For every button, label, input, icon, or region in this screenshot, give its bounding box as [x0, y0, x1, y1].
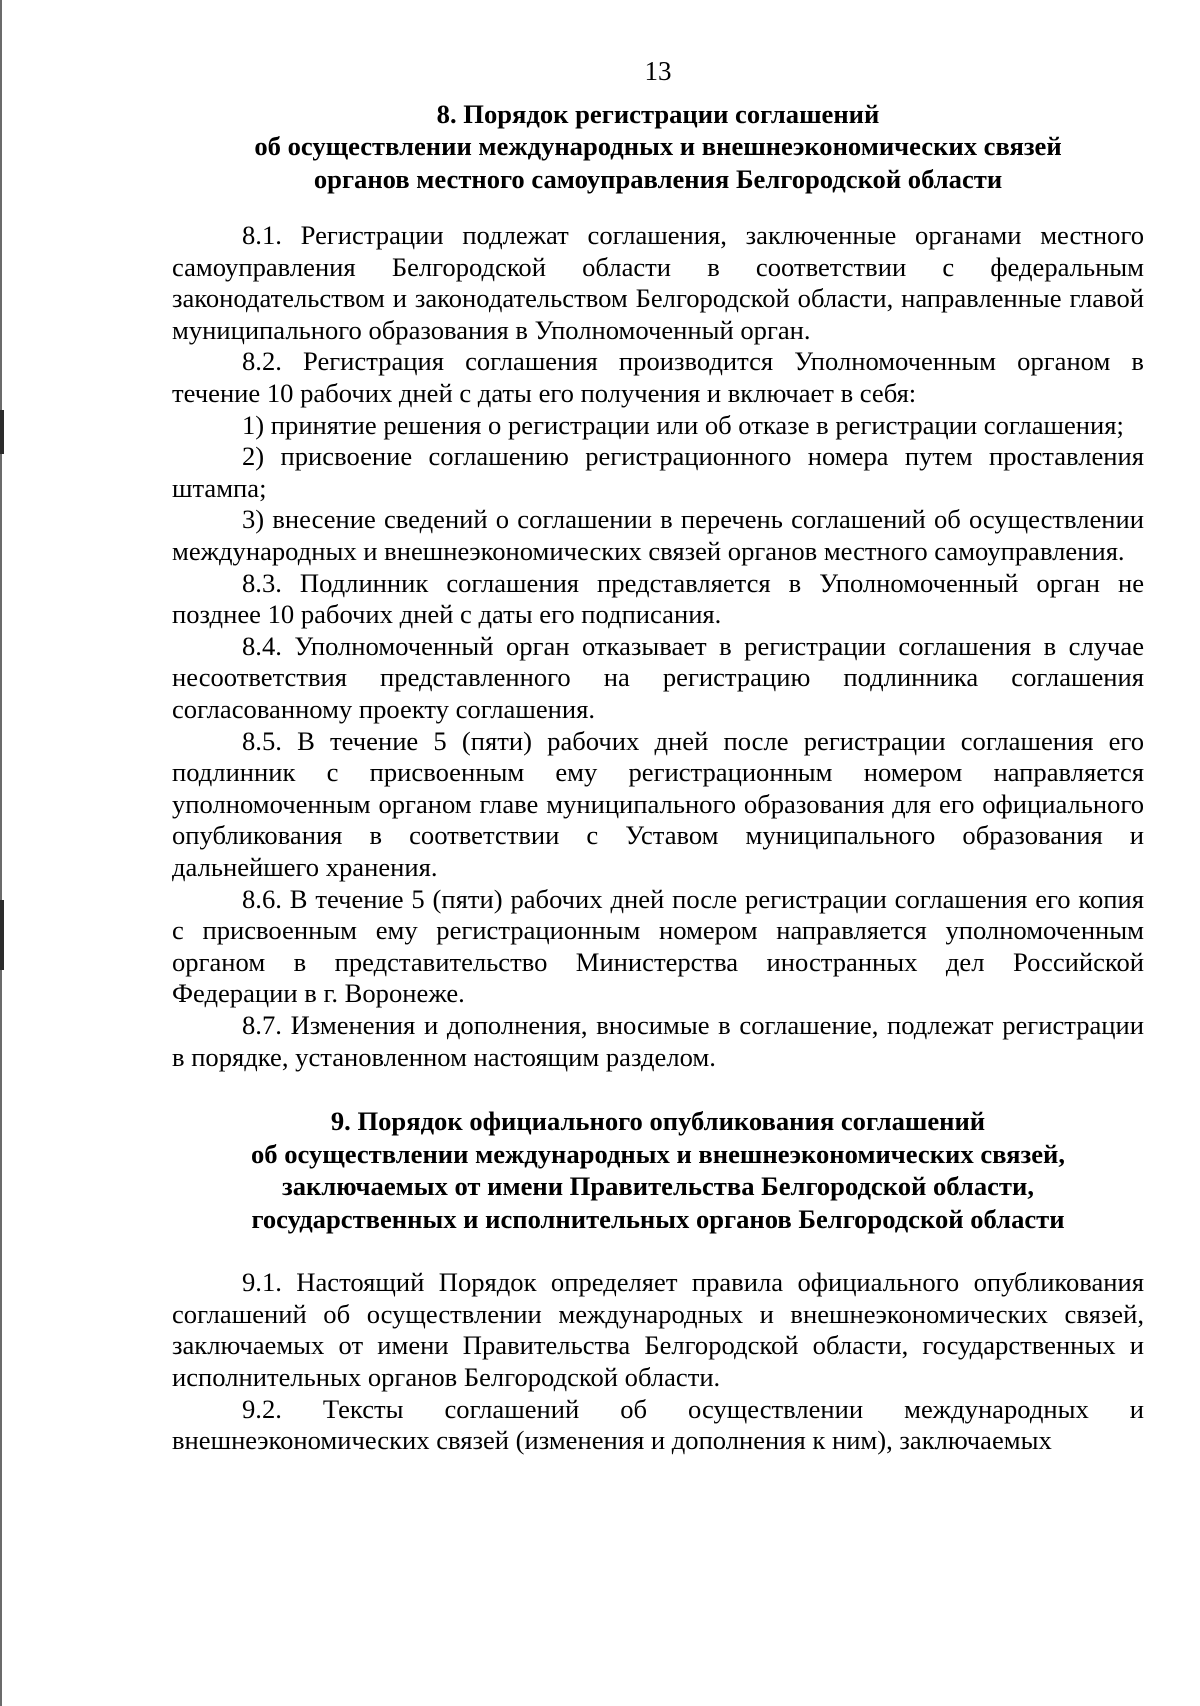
heading-line: 8. Порядок регистрации соглашений	[436, 98, 880, 129]
list-item-8-2-3: 3) внесение сведений о соглашении в перечень соглашений об осуществлении международных и внешнеэкономических связей органов местного самоуправления.	[172, 504, 1144, 567]
document-page	[172, 56, 1144, 1457]
page-number: 13	[644, 56, 672, 86]
section-9-heading	[172, 1105, 1144, 1235]
paragraph-9-1: 9.1. Настоящий Порядок определяет правила официального опубликования соглашений об осуществлении международных и внешнеэкономических связей, заключаемых от имени Правительства Белгородской области, государственных и исполнительных органов Белгородской области.	[172, 1267, 1144, 1392]
paragraph-8-5: 8.5. В течение 5 (пяти) рабочих дней после регистрации соглашения его подлинник с присвоенным ему регистрационным номером направляется уполномоченным органом главе муниципального образования для его официального опубликования в соответствии с Уставом муниципального образования и дальнейшего хранения.	[172, 725, 1144, 882]
section-9-body	[172, 1267, 1144, 1457]
paragraph-8-4: 8.4. Уполномоченный орган отказывает в регистрации соглашения в случае несоответствия представленного на регистрацию подлинника соглашения согласованному проекту соглашения.	[172, 630, 1144, 724]
paragraph-9-2: 9.2. Тексты соглашений об осуществлении международных и внешнеэкономических связей (изменения и дополнения к ним), заключаемых	[172, 1393, 1144, 1456]
scan-left-edge	[0, 0, 2, 1706]
paragraph-8-3: 8.3. Подлинник соглашения представляется в Уполномоченный орган не позднее 10 рабочих дней с даты его подписания.	[172, 567, 1144, 630]
scan-edge-mark	[0, 900, 4, 970]
section-8-body	[172, 220, 1144, 1073]
heading-line: заключаемых от имени Правительства Белгородской области,	[282, 1171, 1034, 1202]
heading-line: государственных и исполнительных органов Белгородской области	[251, 1203, 1065, 1234]
paragraph-8-1: 8.1. Регистрации подлежат соглашения, заключенные органами местного самоуправления Белгородской области в соответствии с федеральным законодательством и законодательством Белгородской области, направленные главой муниципального образования в Уполномоченный орган.	[172, 220, 1144, 345]
heading-line: об осуществлении международных и внешнеэкономических связей	[254, 131, 1062, 162]
heading-line: органов местного самоуправления Белгородской области	[313, 163, 1003, 194]
heading-line: 9. Порядок официального опубликования соглашений	[330, 1106, 986, 1137]
paragraph-8-2: 8.2. Регистрация соглашения производится Уполномоченным органом в течение 10 рабочих дней с даты его получения и включает в себя:	[172, 346, 1144, 409]
section-8-heading	[172, 98, 1144, 196]
paragraph-8-7: 8.7. Изменения и дополнения, вносимые в соглашение, подлежат регистрации в порядке, установленном настоящим разделом.	[172, 1009, 1144, 1072]
paragraph-8-6: 8.6. В течение 5 (пяти) рабочих дней после регистрации соглашения его копия с присвоенным ему регистрационным номером направляется уполномоченным органом в представительство Министерства иностранных дел Российской Федерации в г. Воронеже.	[172, 883, 1144, 1009]
heading-line: об осуществлении международных и внешнеэкономических связей,	[251, 1138, 1065, 1169]
list-item-8-2-1: 1) принятие решения о регистрации или об отказе в регистрации соглашения;	[242, 409, 1124, 440]
scan-edge-mark	[0, 410, 4, 454]
list-item-8-2-2: 2) присвоение соглашению регистрационного номера путем проставления штампа;	[172, 441, 1144, 503]
